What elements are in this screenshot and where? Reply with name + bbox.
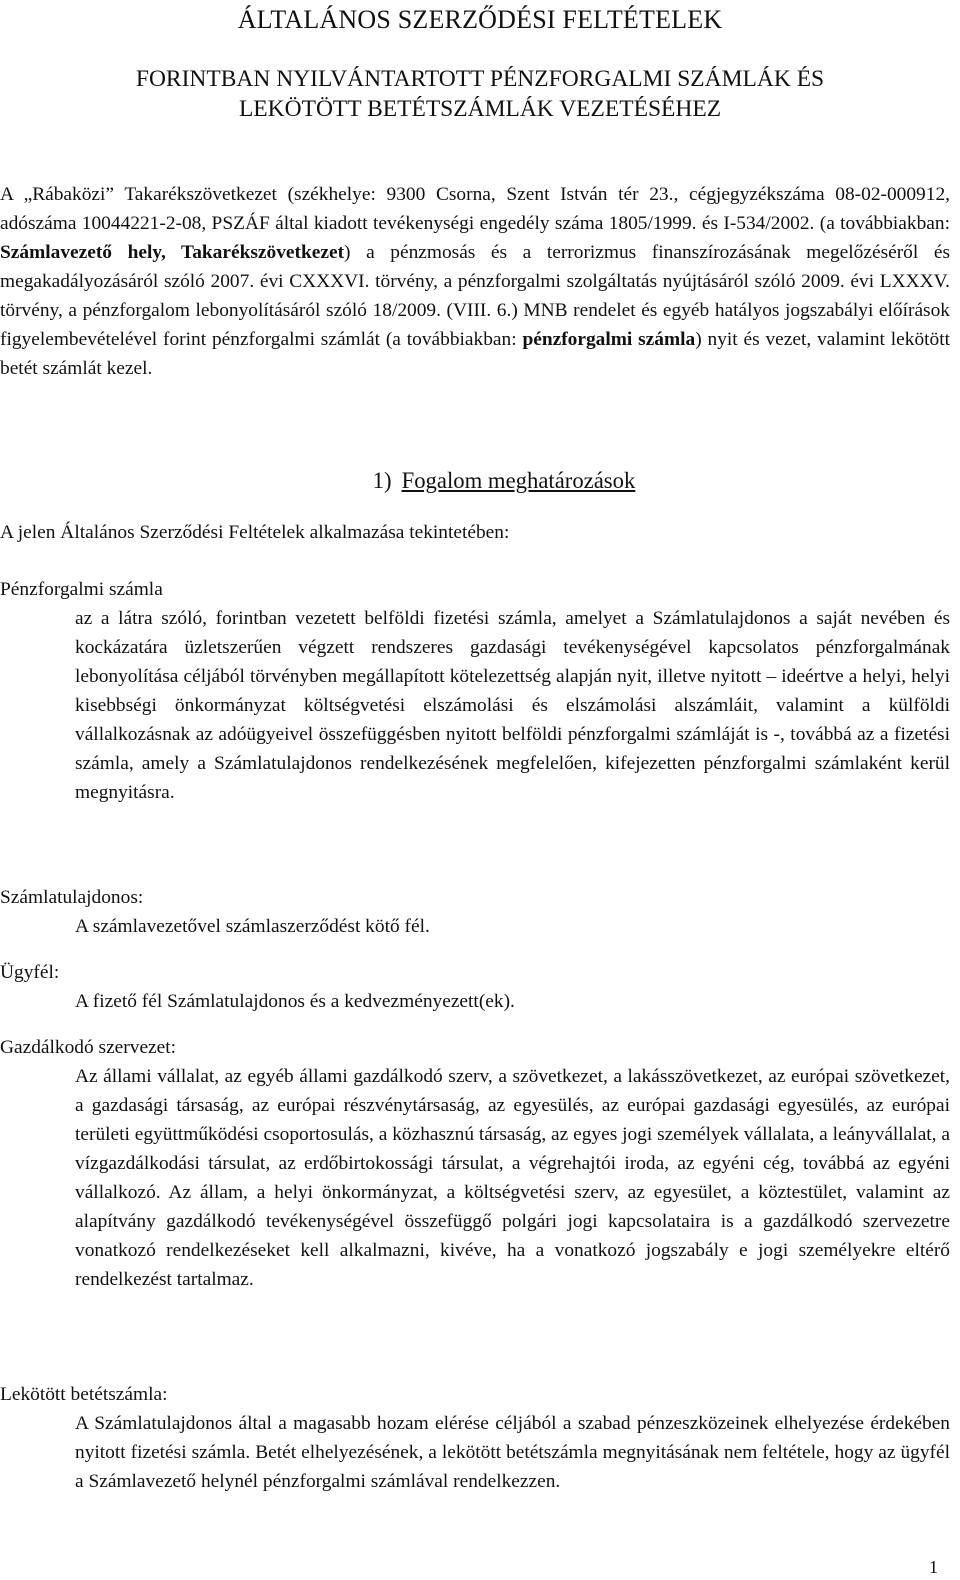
term-lekotott-betetszamla: [0, 1380, 950, 1496]
intro-paragraph: [0, 180, 950, 383]
lead-sentence: A jelen Általános Szerződési Feltételek alkalmazása tekintetében:: [0, 522, 510, 543]
term-ugyfel: [0, 958, 950, 1016]
term-szamlatulajdonos: [0, 883, 950, 941]
subtitle-line-2: LEKÖTÖTT BETÉTSZÁMLÁK VEZETÉSÉHEZ: [238, 96, 722, 122]
term-gazdalkodo-szervezet: [0, 1033, 950, 1294]
term-name: Lekötött betétszámla:: [0, 1384, 168, 1405]
intro-bold-term-1: Számlavezető hely, Takarékszövetkezet: [0, 242, 345, 263]
section-title: Fogalom meghatározások: [401, 468, 636, 493]
page-number: 1: [929, 1557, 938, 1577]
intro-text-3: ) nyit és vezet, valamint lekötött betét számlát kezel.: [0, 329, 950, 379]
term-definition: Az állami vállalat, az egyéb állami gazdálkodó szerv, a szövetkezet, a lakásszövetkezet, az európai szövetkezet, a gazdasági társaság, az európai részvénytársaság, az egyesülés, az európai gazdasági egyesülés, az európai területi együttműködési csoportosulás, a közhasznú társaság, az egyes jogi személyek vállalata, a leányvállalat, a vízgazdálkodási társulat, az erdőbirtokossági társulat, a végrehajtói iroda, az egyéni cég, továbbá az egyéni vállalkozó. Az állam, a helyi önkormányzat, a költségvetési szerv, az egyesület, a köztestület, valamint az alapítvány gazdálkodó tevékenységével összefüggő polgári jogi kapcsolataira is a gazdálkodó szervezetre vonatkozó rendelkezéseket kell alkalmazni, kivéve, ha a vonatkozó jogszabály e jogi személyekre eltérő rendelkezést tartalmaz.: [75, 1066, 950, 1290]
section-number: 1): [372, 468, 392, 493]
term-name: Pénzforgalmi számla: [0, 579, 163, 600]
term-penzforgalmi-szamla: [0, 575, 950, 807]
term-name: Számlatulajdonos:: [0, 887, 144, 908]
term-definition: az a látra szóló, forintban vezetett belföldi fizetési számla, amelyet a Számlatulajdonos a saját nevében és kockázatára üzletszerűen végzett rendszeres gazdasági tevékenységével kapcsolatos pénzforgalmának lebonyolítása céljából törvényben megállapított kötelezettség alapján nyit, illetve nyitott – ideértve a helyi, helyi kisebbségi önkormányzat költségvetési elszámolási és elszámolási alszámláit, valamint a külföldi vállalkozásnak az adóügyeivel összefüggésben nyitott belföldi pénzforgalmi számláját is -, továbbá az a fizetési számla, amely a Számlatulajdonos rendelkezésének megfelelően, kifejezetten pénzforgalmi számlaként kerül megnyitásra.: [75, 608, 950, 803]
section-heading: [0, 466, 960, 495]
document-title: ÁLTALÁNOS SZERZŐDÉSI FELTÉTELEK: [237, 5, 723, 34]
term-name: Ügyfél:: [0, 962, 60, 983]
term-definition: A számlavezetővel számlaszerződést kötő fél.: [75, 916, 430, 937]
intro-text-1: A „Rábaközi” Takarékszövetkezet (székhelye: 9300 Csorna, Szent István tér 23., cégjegyzékszáma 08-02-000912, adószáma 10044221-2-08, PSZÁF által kiadott tevékenységi engedély száma 1805/1999. és I-534/2002. (a továbbiakban:: [0, 184, 950, 234]
intro-text-2: ) a pénzmosás és a terrorizmus finanszírozásának megelőzéséről és megakadályozásáról szóló 2007. évi CXXXVI. törvény, a pénzforgalmi szolgáltatás nyújtásáról szóló 2009. évi LXXXV. törvény, a pénzforgalom lebonyolításáról szóló 18/2009. (VIII. 6.) MNB rendelet és egyéb hatályos jogszabályi előírások figyelembevételével forint pénzforgalmi számlát (a továbbiakban:: [0, 242, 951, 350]
term-definition: A fizető fél Számlatulajdonos és a kedvezményezett(ek).: [75, 991, 515, 1012]
document-subtitle: [0, 64, 960, 124]
intro-bold-term-2: pénzforgalmi számla: [522, 329, 696, 350]
term-definition: A Számlatulajdonos által a magasabb hozam elérése céljából a szabad pénzeszközeinek elhelyezése érdekében nyitott fizetési számla. Betét elhelyezésének, a lekötött betétszámla megnyitásának nem feltétele, hogy az ügyfél a Számlavezető helynél pénzforgalmi számlával rendelkezzen.: [75, 1413, 950, 1492]
term-name: Gazdálkodó szervezet:: [0, 1037, 177, 1058]
subtitle-line-1: FORINTBAN NYILVÁNTARTOTT PÉNZFORGALMI SZÁMLÁK ÉS: [135, 66, 825, 92]
